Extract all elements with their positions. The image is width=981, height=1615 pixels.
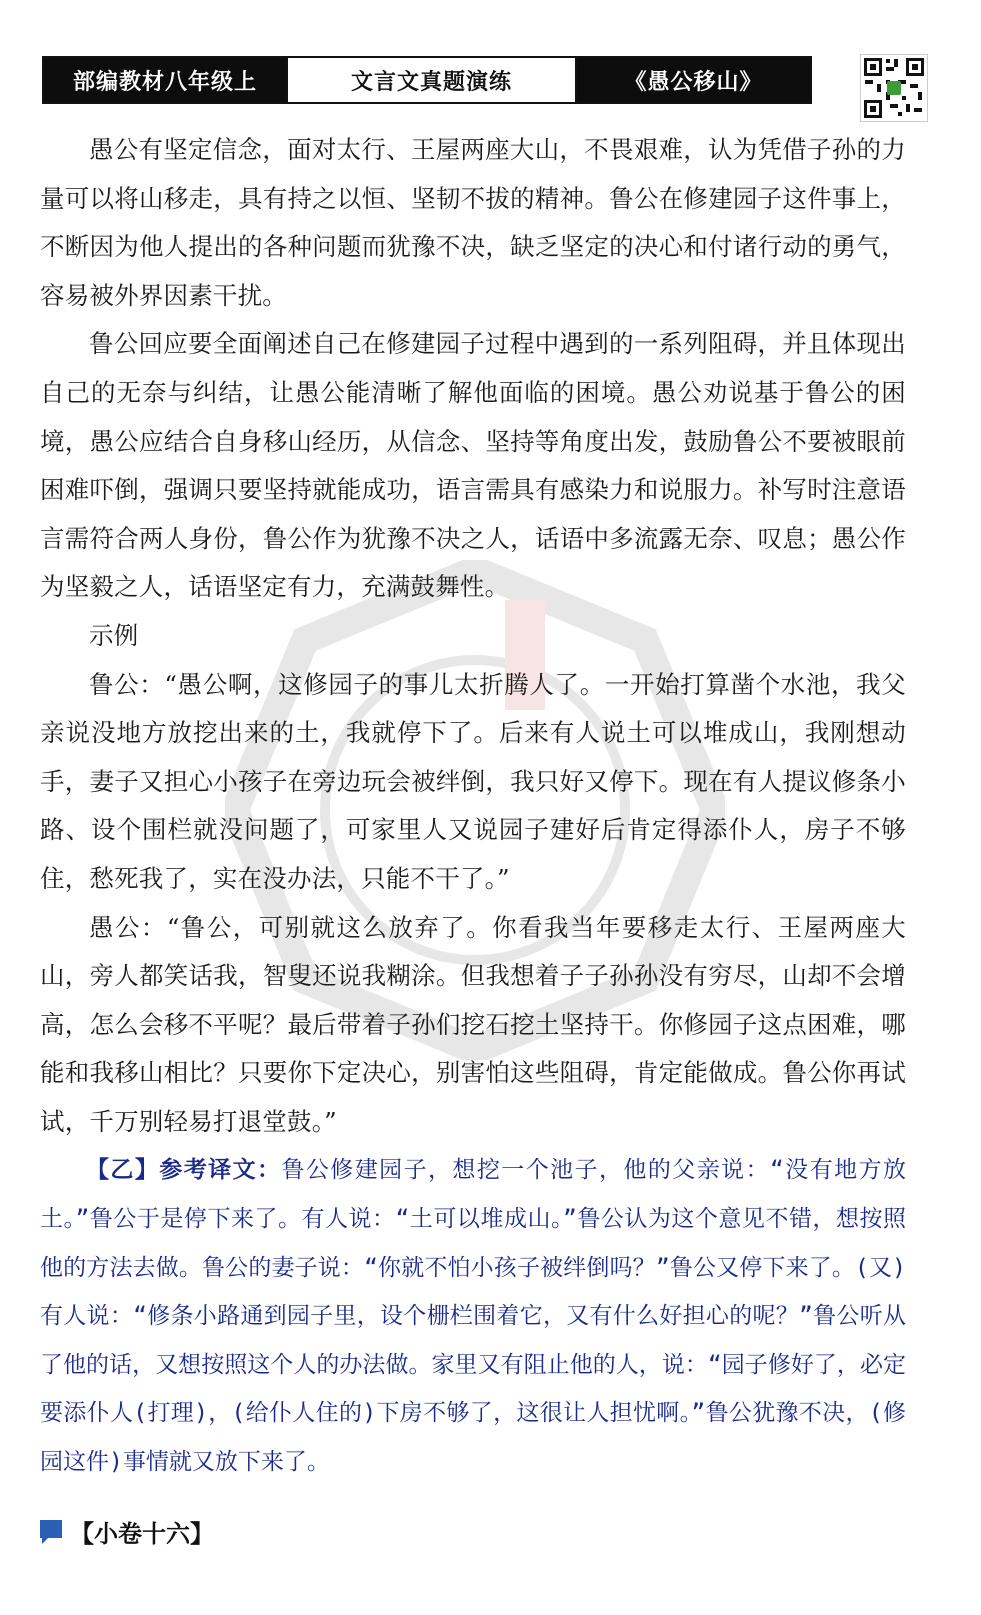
lugong-dialogue: 鲁公：“愚公啊，这修园子的事儿太折腾人了。一开始打算凿个水池，我父亲说没地方放挖出来的土，我就停下了。后来有人说土可以堆成山，我刚想动手，妻子又担心小孩子在旁边玩会被绊倒，我只好又停下。现在有人提议修条小路、设个围栏就没问题了，可家里人又说园子建好后肯定得添仆人，房子不够住，愁死我了，实在没办法，只能不干了。”	[40, 669, 906, 893]
header-grade-label: 部编教材八年级上	[44, 58, 286, 102]
header-section-title: 文言文真题演练	[286, 58, 577, 102]
section-footer	[38, 1514, 214, 1549]
qr-code-icon[interactable]	[860, 54, 928, 122]
section-footer-label: 【小卷十六】	[70, 1519, 214, 1548]
analysis-paragraph: 愚公有坚定信念，面对太行、王屋两座大山，不畏艰难，认为凭借子孙的力量可以将山移走，具有持之以恒、坚韧不拔的精神。鲁公在修建园子这件事上，不断因为他人提出的各种问题而犹豫不决，缺乏坚定的决心和付诸行动的勇气，容易被外界因素干扰。	[40, 135, 906, 310]
translation-paragraph	[40, 1146, 906, 1486]
header-bar	[42, 56, 812, 104]
translation-tag: 【乙】参考译文：	[86, 1156, 282, 1184]
guidance-paragraph: 鲁公回应要全面阐述自己在修建园子过程中遇到的一系列阻碍，并且体现出自己的无奈与纠结，让愚公能清晰了解他面临的困境。愚公劝说基于鲁公的困境，愚公应结合自身移山经历，从信念、坚持等角度出发，鼓励鲁公不要被眼前困难吓倒，强调只要坚持就能成功，语言需具有感染力和说服力。补写时注意语言需符合两人身份，鲁公作为犹豫不决之人，话语中多流露无奈、叹息；愚公作为坚毅之人，话语坚定有力，充满鼓舞性。	[40, 329, 906, 602]
bookmark-icon	[38, 1518, 66, 1546]
example-label: 示例	[89, 620, 139, 650]
header-lesson-title: 《愚公移山》	[577, 58, 810, 102]
translation-text: 鲁公修建园子，想挖一个池子，他的父亲说：“没有地方放土。”鲁公于是停下来了。有人说：“土可以堆成山。”鲁公认为这个意见不错，想按照他的方法去做。鲁公的妻子说：“你就不怕小孩子被绊倒吗？”鲁公又停下来了。(又)有人说：“修条小路通到园子里，设个栅栏围着它，又有什么好担心的呢？”鲁公听从了他的话，又想按照这个人的办法做。家里又有阻止他的人，说：“园子修好了，必定要添仆人(打理)，(给仆人住的)下房不够了，这很让人担忧啊。”鲁公犹豫不决，(修园这件)事情就又放下来了。	[40, 1157, 906, 1476]
yugong-dialogue: 愚公：“鲁公，可别就这么放弃了。你看我当年要移走太行、王屋两座大山，旁人都笑话我，智叟还说我糊涂。但我想着子子孙孙没有穷尽，山却不会增高，怎么会移不平呢？最后带着子孙们挖石挖土坚持干。你修园子这点困难，哪能和我移山相比？只要你下定决心，别害怕这些阻碍，肯定能做成。鲁公你再试试，千万别轻易打退堂鼓。”	[40, 912, 906, 1136]
main-content	[40, 126, 906, 1487]
